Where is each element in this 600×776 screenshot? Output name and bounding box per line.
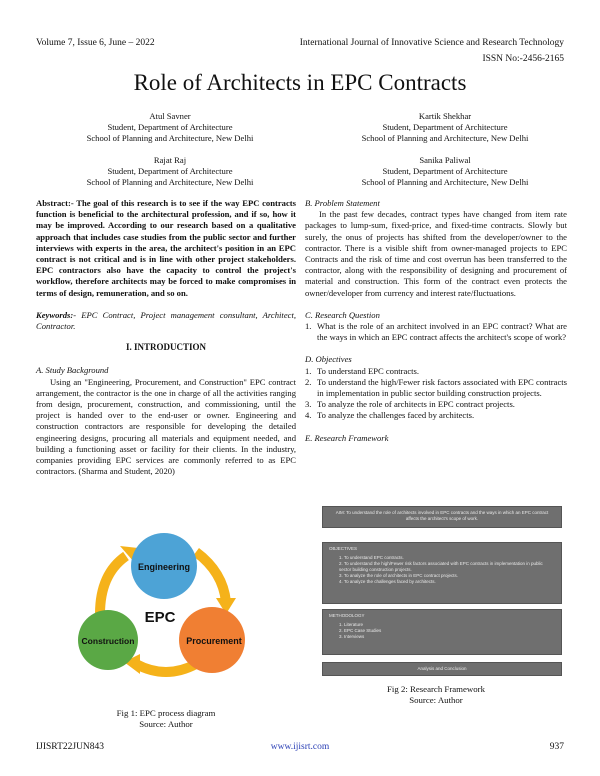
fig2-source: Source: Author bbox=[409, 695, 463, 705]
author-block bbox=[40, 111, 300, 145]
keywords-text: EPC Contract, Project management consultant, Architect, Contractor. bbox=[36, 309, 296, 332]
section-heading-introduction: I. INTRODUCTION bbox=[125, 342, 206, 353]
author-block bbox=[315, 155, 575, 189]
epc-center-label: EPC bbox=[144, 609, 176, 626]
fw-method-item: 1. Literature bbox=[339, 622, 364, 627]
list-text: To analyze the challenges faced by architects. bbox=[317, 410, 475, 421]
author-block bbox=[315, 111, 575, 145]
page-number: 937 bbox=[549, 742, 564, 752]
list-text: What is the role of an architect involved in an EPC contract? What are the ways in which an EPC contract affects the architect's scope of work? bbox=[317, 321, 567, 343]
subsection-heading-study-background: A. Study Background bbox=[36, 365, 109, 376]
fig1-source: Source: Author bbox=[139, 719, 193, 729]
arrow-procurement-to-construction bbox=[136, 664, 196, 672]
fw-objective-item: 2. To understand the high/Fewer risk factors associated with EPC contracts in implementation in public sector building construction projects. bbox=[339, 561, 543, 572]
objectives-box-content bbox=[323, 543, 561, 588]
fw-objective-item: 1. To understand EPC contracts. bbox=[339, 555, 404, 560]
right-column bbox=[305, 198, 567, 444]
procurement-label: Procurement bbox=[186, 636, 242, 646]
author-school: School of Planning and Architecture, New Delhi bbox=[86, 133, 254, 144]
fw-method-item: 2. EPC Case Studies bbox=[339, 628, 382, 633]
keywords bbox=[36, 310, 296, 332]
author-role: Student, Department of Architecture bbox=[382, 122, 508, 133]
journal-name: International Journal of Innovative Science and Research Technology bbox=[299, 38, 564, 48]
fig2-caption: Fig 2: Research Framework bbox=[387, 684, 485, 694]
fw-objective-item: 3. To analyze the role of architects in EPC contract projects. bbox=[339, 573, 458, 578]
list-number: 1. bbox=[305, 321, 312, 332]
footer-paper-id: IJISRT22JUN843 bbox=[36, 742, 105, 752]
footer-link-wrap bbox=[0, 742, 600, 752]
fw-method-item: 3. Interviews bbox=[339, 634, 365, 639]
list-item bbox=[305, 399, 567, 410]
author-role: Student, Department of Architecture bbox=[107, 122, 233, 133]
list-item bbox=[305, 410, 567, 421]
author-name: Rajat Raj bbox=[153, 155, 187, 165]
fig1-caption: Fig 1: EPC process diagram bbox=[116, 708, 216, 718]
left-column bbox=[36, 198, 296, 477]
list-number: 2. bbox=[305, 376, 312, 387]
volume-info: Volume 7, Issue 6, June – 2022 bbox=[36, 38, 155, 48]
subsection-heading-research-question: C. Research Question bbox=[305, 309, 380, 320]
list-item bbox=[305, 321, 567, 343]
list-item bbox=[305, 366, 567, 377]
list-text: To understand the high/Fewer risk factors associated with EPC contracts in implementation in public sector building construction projects. bbox=[317, 376, 567, 399]
research-question-list bbox=[305, 321, 567, 343]
list-number: 4. bbox=[305, 410, 312, 421]
arrow-engineering-to-procurement bbox=[196, 552, 226, 602]
author-role: Student, Department of Architecture bbox=[107, 166, 233, 177]
engineering-label: Engineering bbox=[137, 562, 191, 572]
study-background-text: Using an "Engineering, Procurement, and Construction" EPC contract arrangement, the contractor is the one in charge of all the activities ranging from design, procurement, construction, and commissioning, until the project is handed over to the end-user or owner. Engineering and construction contractors are responsible for developing the detailed engineering designs, procuring all materials and equipment needed, and building a functioning asset or facility for their clients. In the industry, companies providing EPC services are commonly referred to as EPC contractors. (Sharma and Student, 2020) bbox=[36, 376, 296, 477]
methodology-box-content bbox=[323, 610, 561, 643]
conclusion-text: Analysis and Conclusion bbox=[417, 666, 467, 671]
epc-process-diagram bbox=[78, 532, 250, 690]
fw-objective-item: 4. To analyze the challenges faced by architects. bbox=[339, 579, 436, 584]
paper-title: Role of Architects in EPC Contracts bbox=[133, 70, 467, 95]
objectives-box bbox=[322, 542, 562, 604]
construction-label: Construction bbox=[81, 636, 135, 646]
aim-box bbox=[322, 506, 562, 528]
arrow-construction-to-engineering bbox=[100, 556, 126, 614]
author-name: Atul Savner bbox=[149, 111, 191, 121]
methodology-box-label: METHODOLOGY bbox=[329, 613, 365, 618]
subsection-heading-problem-statement: B. Problem Statement bbox=[305, 198, 380, 208]
author-school: School of Planning and Architecture, New Delhi bbox=[361, 133, 529, 144]
research-framework-diagram bbox=[322, 506, 562, 678]
subsection-heading-objectives: D. Objectives bbox=[305, 354, 352, 365]
fig1-caption-block bbox=[36, 708, 296, 730]
list-text: To analyze the role of architects in EPC contract projects. bbox=[317, 399, 515, 410]
methodology-box bbox=[322, 609, 562, 655]
journal-website-link[interactable]: www.ijisrt.com bbox=[270, 742, 330, 752]
problem-statement-text: In the past few decades, contract types have changed from item rate packages to lump-sum, fixed-price, and fixed-time contracts. Slowly but surely, the onus of projects has shifted from the developer/owner to the contractor. There is a visible shift from owner-managed projects to EPC Contracts and the risk of time and cost overrun has been transferred to the contractor, along with the responsibility of designing and procurement of material and construction. This form of the contract even protects the owner/developer from currency and interest rate/fluctuations. bbox=[305, 209, 567, 298]
conclusion-box bbox=[322, 662, 562, 676]
objectives-list bbox=[305, 366, 567, 422]
author-name: Kartik Shekhar bbox=[418, 111, 472, 121]
objectives-box-label: OBJECTIVES bbox=[329, 546, 358, 551]
abstract: Abstract:- The goal of this research is to see if the way EPC contracts function is beneficial to the architectural profession, and if so, how it may be improved. According to our research based on a qualitative approach that includes case studies from the public sector and further interviews with experts in the area, the architect's position in an EPC contract is not critical and is in line with other project stakeholders. EPC contractors also have the capacity to control the project's workflow, therefore architects may be forced to make compromises in terms of design, remuneration, and so on. bbox=[36, 198, 296, 298]
subsection-heading-research-framework: E. Research Framework bbox=[305, 432, 389, 443]
author-role: Student, Department of Architecture bbox=[382, 166, 508, 177]
author-block bbox=[40, 155, 300, 189]
keywords-label: Keywords:- bbox=[36, 309, 77, 320]
list-number: 1. bbox=[305, 365, 312, 376]
issn: ISSN No:-2456-2165 bbox=[482, 54, 564, 64]
author-school: School of Planning and Architecture, New Delhi bbox=[361, 177, 529, 188]
list-item bbox=[305, 377, 567, 399]
fig2-caption-block bbox=[305, 684, 567, 706]
list-text: To understand EPC contracts. bbox=[317, 365, 420, 376]
author-name: Sanika Paliwal bbox=[419, 155, 471, 165]
author-school: School of Planning and Architecture, New Delhi bbox=[86, 177, 254, 188]
list-number: 3. bbox=[305, 399, 312, 410]
aim-text: AIM: To understand the role of architects involved in EPC contracts and the ways in which an EPC contract affects the architect's scope of work. bbox=[335, 510, 549, 521]
